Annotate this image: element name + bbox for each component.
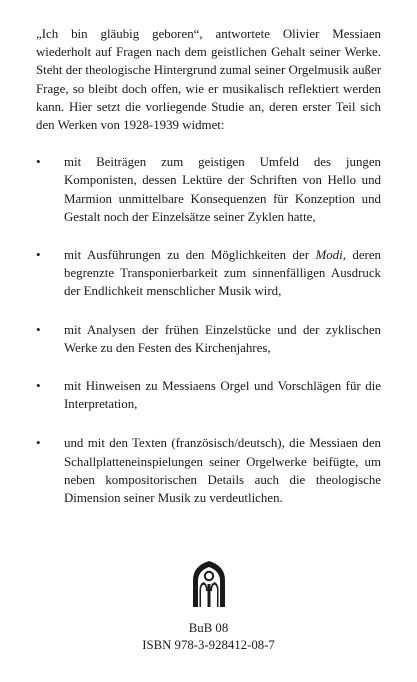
back-cover-text xyxy=(36,25,381,507)
bullet-icon: • xyxy=(36,435,41,451)
bullet-icon: • xyxy=(36,154,41,170)
list-item xyxy=(36,434,381,507)
bullet-icon: • xyxy=(36,247,41,263)
list-item xyxy=(36,246,381,301)
list-item xyxy=(36,153,381,226)
gothic-window-icon xyxy=(189,560,229,608)
list-item-italic-term: Modi xyxy=(315,248,343,263)
bullet-icon: • xyxy=(36,321,41,337)
intro-paragraph: „Ich bin gläubig geboren“, antwortete Olivier Messiaen wiederholt auf Fragen nach dem geistlichen Gehalt seiner Werke. Steht der theologische Hintergrund zumal seiner Orgelmusik außer Frage, so bleibt doch offen, wie er musikalisch reflektiert werden kann. Hier setzt die vorliegende Studie an, deren erster Teil sich den Werken von 1928-1939 widmet: xyxy=(36,27,381,133)
series-number: BuB 08 xyxy=(188,621,229,635)
isbn: ISBN 978-3-928412-08-7 xyxy=(142,638,275,652)
list-item-text: und mit den Texten (französisch/deutsch), die Messiaen den Schallplatteneinspielungen seiner Orgelwerke beifügte, um neben kompositorischen Details auch die theologische Dimension seiner Musik zu verdeutlichen. xyxy=(64,436,381,506)
feature-list xyxy=(36,153,381,507)
publisher-footer xyxy=(0,560,417,654)
list-item-text-after: , deren begrenzte Transponierbarkeit zum sinnenfälligen Ausdruck der Endlichkeit menschlicher Musik wird, xyxy=(64,248,382,299)
list-item-text: mit Beiträgen zum geistigen Umfeld des jungen Komponisten, dessen Lektüre der Schriften von Hello und Marmion unmittelbare Konsequenzen für Konzeption und Gestalt noch der Einzelsätze seiner Zyklen hatte, xyxy=(64,155,381,224)
list-item-text-before: mit Ausführungen zu den Möglichkeiten der xyxy=(64,248,316,263)
list-item xyxy=(36,321,381,357)
list-item xyxy=(36,377,381,413)
list-item-text: mit Analysen der frühen Einzelstücke und der zyklischen Werke zu den Festen des Kirchenjahres, xyxy=(64,322,381,355)
bullet-icon: • xyxy=(36,378,41,394)
list-item-text: mit Hinweisen zu Messiaens Orgel und Vorschlägen für die Interpretation, xyxy=(64,379,381,412)
